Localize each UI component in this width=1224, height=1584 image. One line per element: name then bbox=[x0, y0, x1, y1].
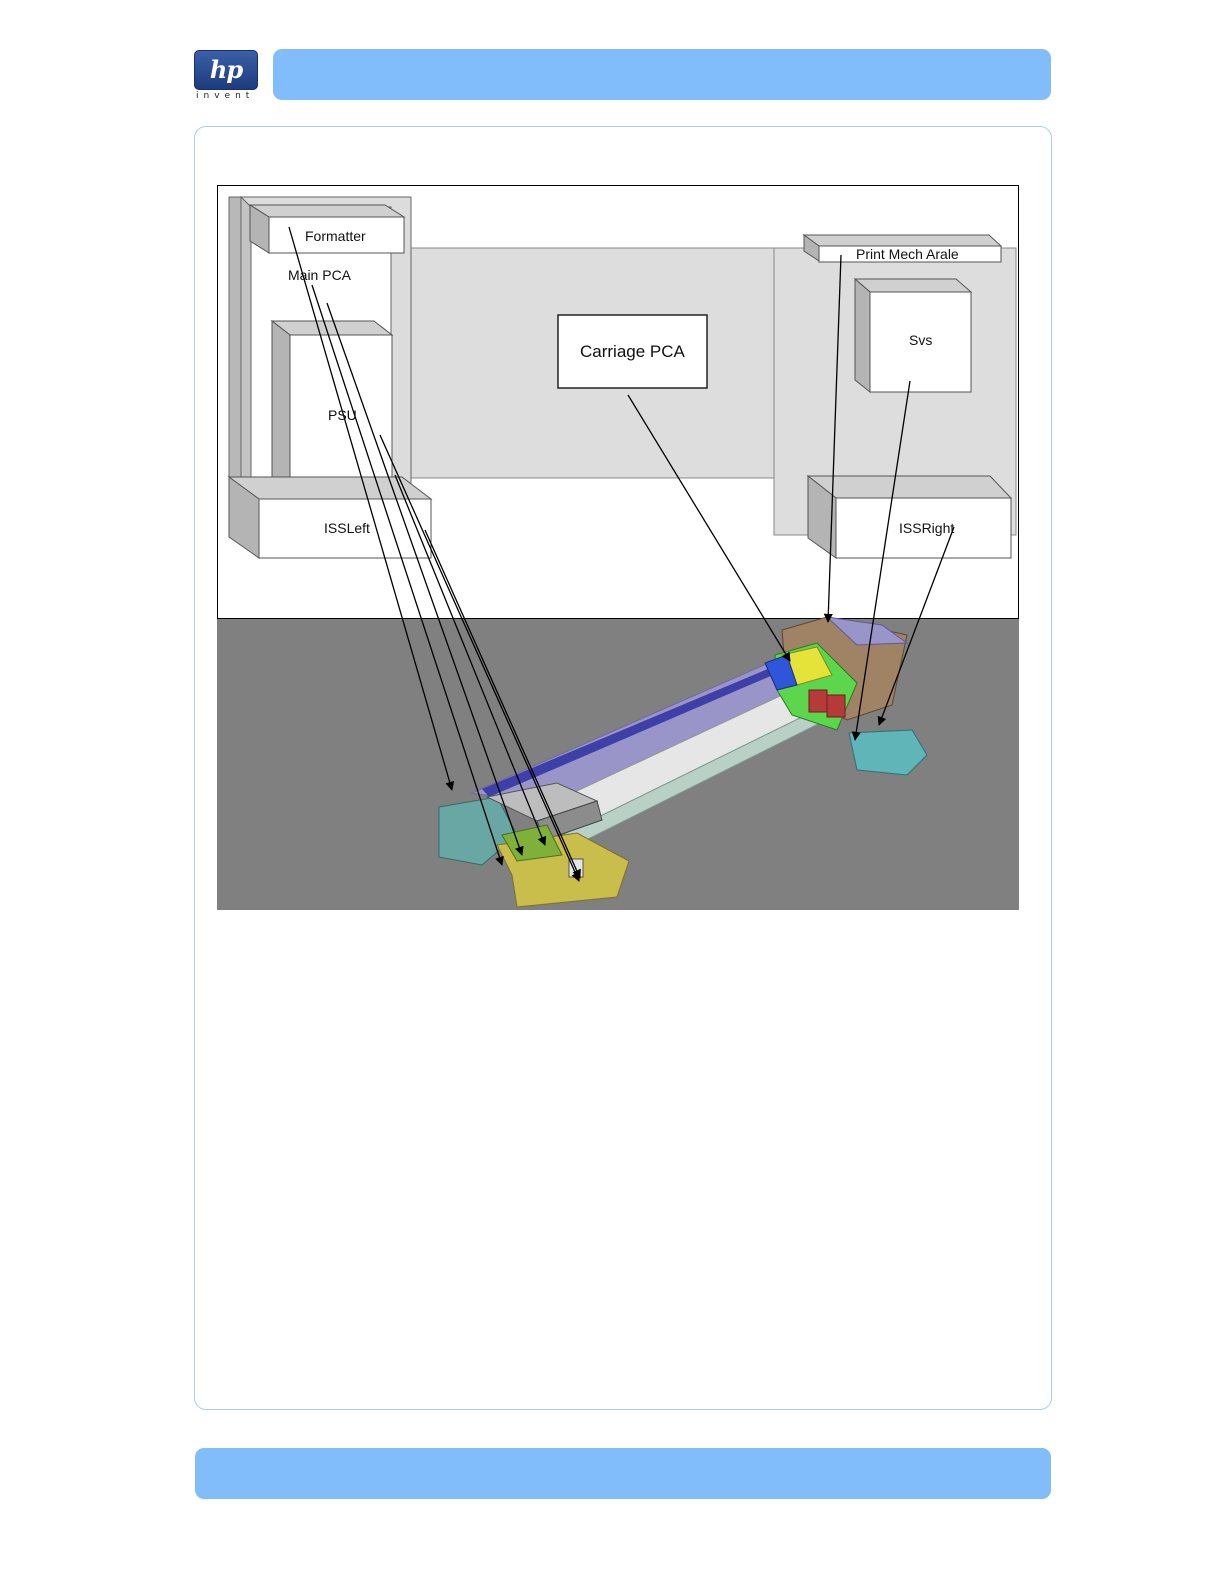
label-psu: PSU bbox=[328, 407, 357, 423]
label-carriage-pca: Carriage PCA bbox=[580, 342, 685, 361]
hp-logo bbox=[194, 50, 258, 102]
header-bar bbox=[273, 49, 1051, 100]
printer-block-diagram bbox=[217, 185, 1019, 910]
label-svs: Svs bbox=[909, 332, 933, 348]
hp-logo-tagline: invent bbox=[196, 91, 255, 101]
iss-right-block bbox=[808, 476, 1011, 558]
hp-logo-mark: hp bbox=[209, 55, 243, 84]
footer-bar bbox=[195, 1448, 1051, 1499]
hp-logo-badge bbox=[194, 50, 258, 90]
label-formatter: Formatter bbox=[305, 228, 366, 244]
label-main-pca: Main PCA bbox=[288, 267, 352, 283]
label-iss-left: ISSLeft bbox=[324, 520, 370, 536]
label-iss-right: ISSRight bbox=[899, 520, 955, 536]
label-print-mech: Print Mech Arale bbox=[856, 246, 959, 262]
